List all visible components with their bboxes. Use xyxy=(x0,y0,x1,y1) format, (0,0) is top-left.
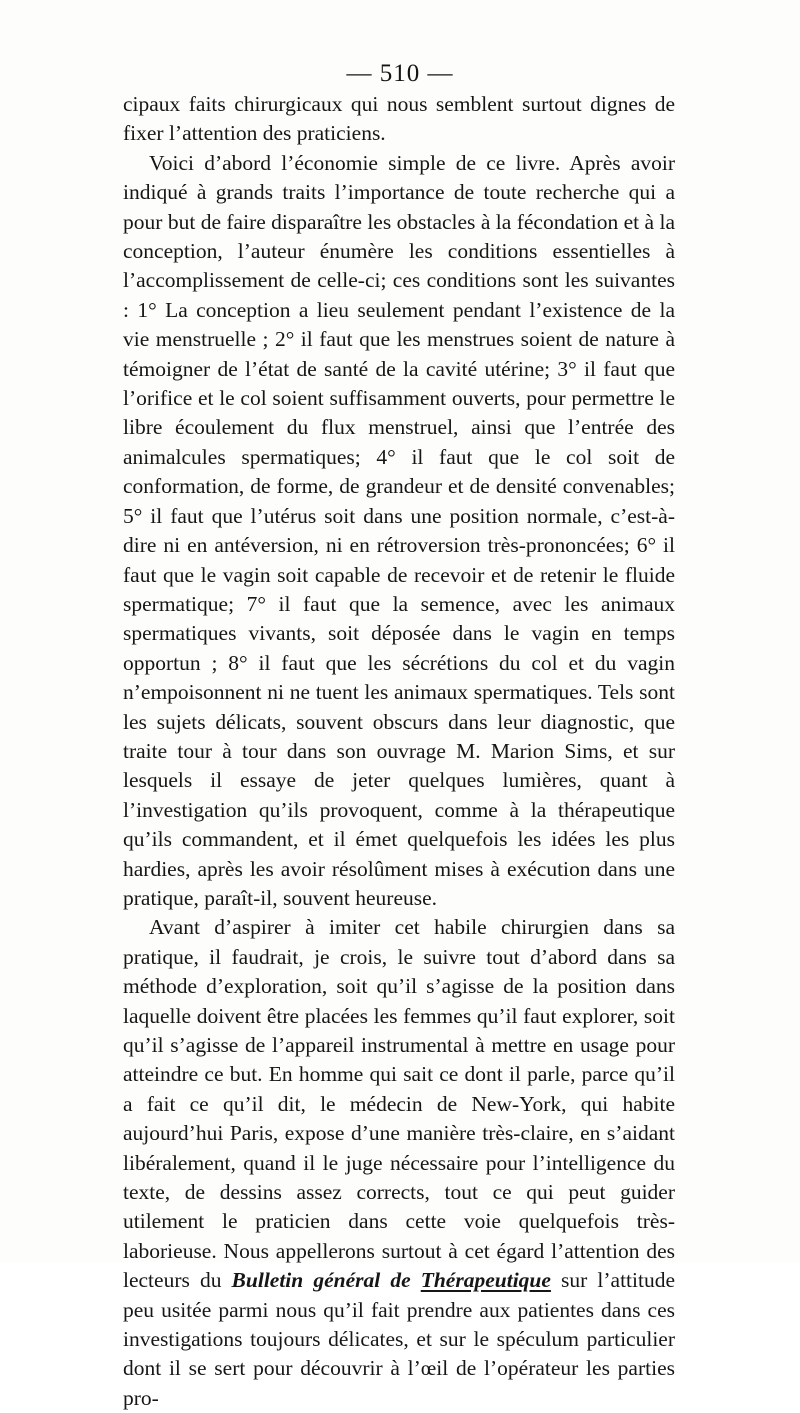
body-text xyxy=(123,90,675,1413)
paragraph-continuation: cipaux faits chirurgicaux qui nous semblent surtout dignes de fixer l’attention des praticiens. xyxy=(123,92,675,146)
paragraph-book-summary: Voici d’abord l’économie simple de ce livre. Après avoir indiqué à grands traits l’importance de toute recherche qui a pour but de faire disparaître les obstacles à la fécondation et à la conception, l’auteur énumère les conditions essentielles à l’accomplissement de celle-ci; ces conditions sont les suivantes : 1° La conception a lieu seulement pendant l’existence de la vie menstruelle ; 2° il faut que les menstrues soient de nature à témoigner de l’état de santé de la cavité utérine; 3° il faut que l’orifice et le col soient suffisamment ouverts, pour permettre le libre écoulement du flux menstruel, ainsi que l’entrée des animalcules spermatiques; 4° il faut que le col soit de conformation, de forme, de grandeur et de densité convenables; 5° il faut que l’utérus soit dans une position normale, c’est-à-dire ni en antéversion, ni en rétroversion très-prononcées; 6° il faut que le vagin soit capable de recevoir et de retenir le fluide spermatique; 7° il faut que la semence, avec les animaux spermatiques vivants, soit déposée dans le vagin en temps opportun ; 8° il faut que les sécrétions du col et du vagin n’empoisonnent ni ne tuent les animaux spermatiques. Tels sont les sujets délicats, souvent obscurs dans leur diagnostic, que traite tour à tour dans son ouvrage M. Marion Sims, et sur lesquels il essaye de jeter quelques lumières, quant à l’investigation qu’ils provoquent, comme à la thérapeutique qu’ils commandent, et il émet quelquefois les idées les plus hardies, après les avoir résolûment mises à exécution dans une pratique, paraît-il, souvent heureuse. xyxy=(123,150,675,910)
page-number: — 510 — xyxy=(346,60,454,87)
paragraph-text-after-journal: sur l’attitude peu usitée parmi nous qu’il fait prendre aux patientes dans ces investigations toujours délicates, et sur le spéculum particulier dont il se sert pour découvrir à l’œil de l’opérateur les parties pro- xyxy=(123,1268,676,1410)
journal-name-part2: Thérapeutique xyxy=(420,1268,551,1293)
journal-name-part1: Bulletin général de xyxy=(231,1268,411,1293)
paragraph-text-before-journal: Avant d’aspirer à imiter cet habile chirurgien dans sa pratique, il faudrait, je crois, le suivre tout d’abord dans sa méthode d’exploration, soit qu’il s’agisse de la position dans laquelle doivent être placées les femmes qu’il faut explorer, soit qu’il s’agisse de l’appareil instrumental à mettre en usage pour atteindre ce but. En homme qui sait ce dont il parle, parce qu’il a fait ce qu’il dit, le médecin de New-York, qui habite aujourd’hui Paris, expose d’une manière très-claire, en s’aidant libéralement, quand il le juge nécessaire pour l’intelligence du texte, de dessins assez corrects, tout ce qui peut guider utilement le praticien dans cette voie quelquefois très-laborieuse. Nous appellerons surtout à cet égard l’attention des lecteurs du xyxy=(123,915,675,1293)
paragraph-exploration-method xyxy=(123,913,675,1413)
